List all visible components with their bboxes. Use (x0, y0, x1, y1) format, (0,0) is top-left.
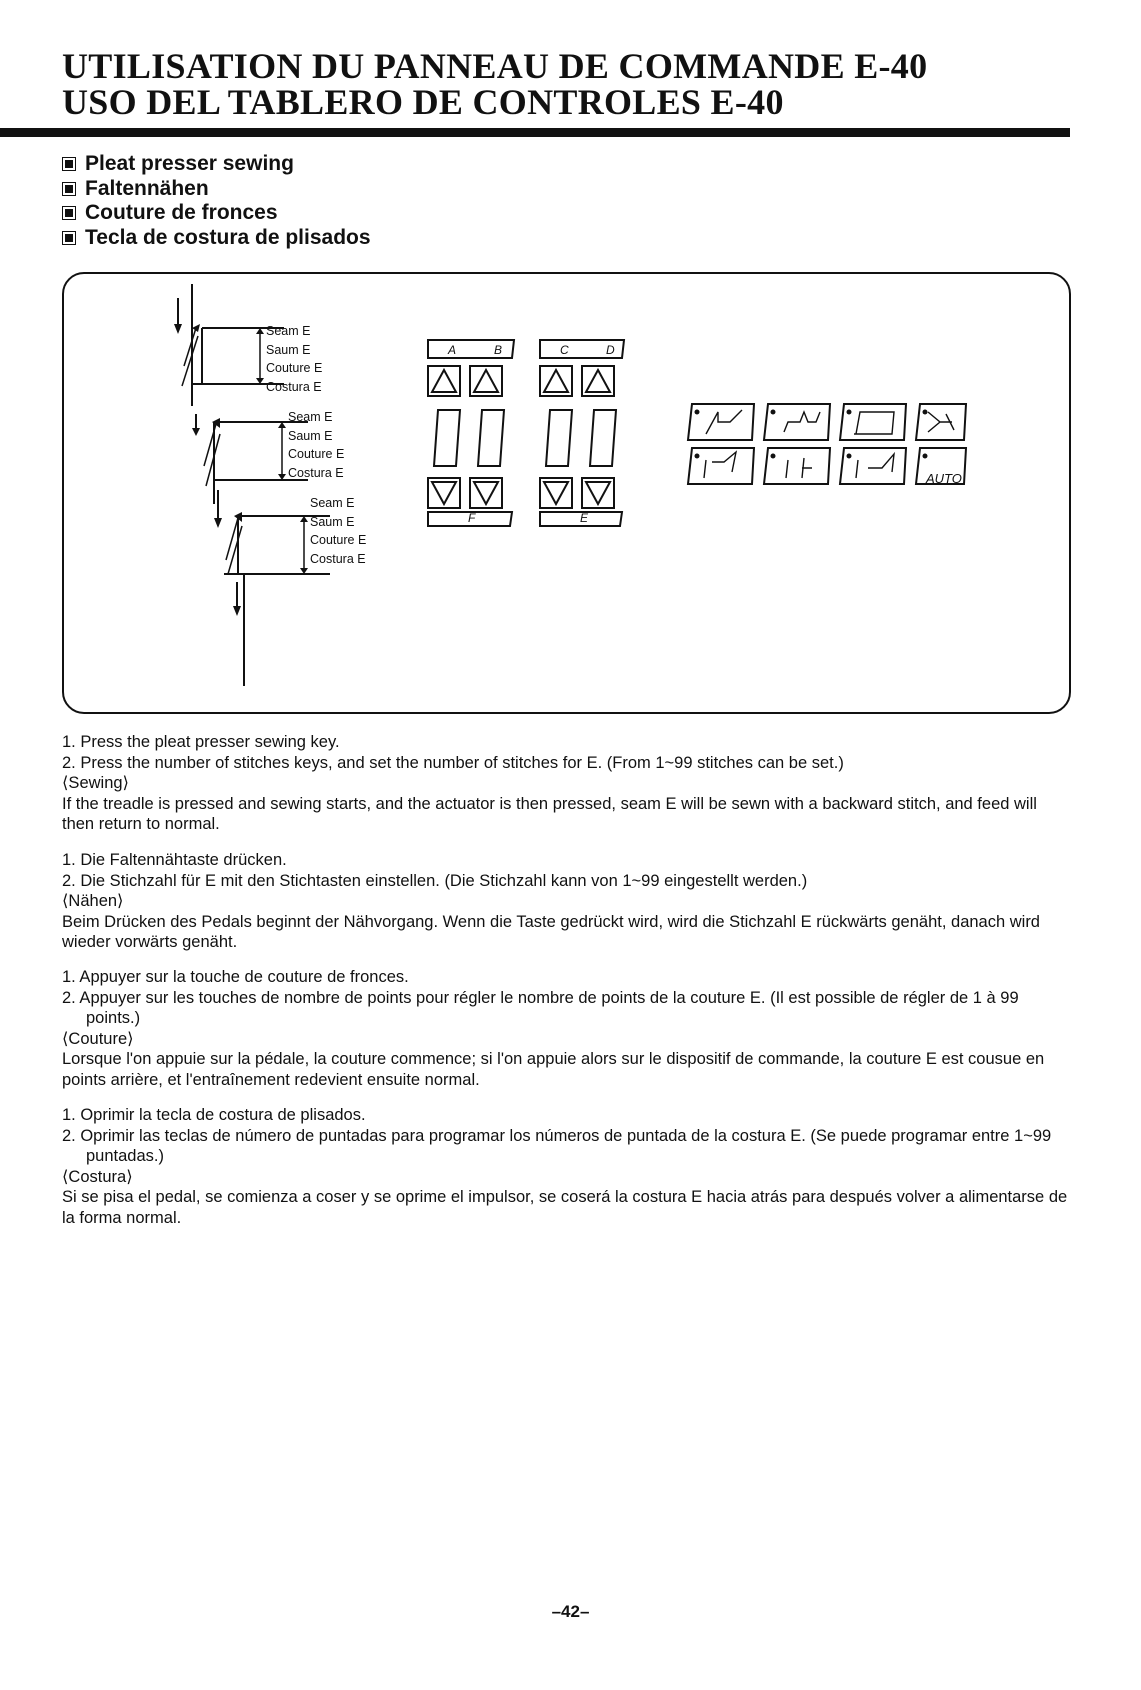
french-step-2: 2. Appuyer sur les touches de nombre de points pour régler le nombre de points de la couture E. (Il est possible de régler de 1 à 99 points.) (62, 988, 1019, 1027)
key-label-e: E (580, 511, 589, 525)
instructions-german (62, 850, 1070, 953)
french-step-1: 1. Appuyer sur la touche de couture de fronces. (62, 968, 409, 986)
stitch-count-display-keys (424, 334, 664, 534)
digit-display-3 (546, 410, 572, 466)
german-body: Beim Drücken des Pedals beginnt der Nähvorgang. Wenn die Taste gedrückt wird, wird die Stichzahl E rückwärts genäht, danach wird wieder vorwärts genäht. (62, 912, 1040, 951)
spanish-step-2: 2. Oprimir las teclas de número de puntadas para programar los números de puntada de la costura E. (Se puede programar entre 1~99 puntadas.) (62, 1126, 1052, 1165)
heading-spanish: Tecla de costura de plisados (62, 226, 371, 251)
digit-display-2 (478, 410, 504, 466)
square-bullet-icon (62, 206, 76, 220)
control-panel-diagram (62, 272, 1071, 714)
seam-label-1: Seam E Saum E Couture E Costura E (266, 324, 323, 394)
stitch-e-key[interactable] (840, 448, 906, 484)
english-section-heading: ⟨Sewing⟩ (62, 774, 129, 792)
instructions-spanish (62, 1105, 1070, 1228)
digit-display-1 (434, 410, 460, 466)
pleat-presser-key[interactable] (764, 448, 830, 484)
title-line-french: UTILISATION DU PANNEAU DE COMMANDE E-40 (62, 46, 928, 86)
german-section-heading: ⟨Nähen⟩ (62, 892, 124, 910)
square-bullet-icon (62, 157, 76, 171)
pleat-seam-path-diagram (64, 274, 384, 710)
title-rule (0, 128, 1070, 137)
french-body: Lorsque l'on appuie sur la pédale, la couture commence; si l'on appuie alors sur le dispositif de commande, la couture E est cousue en points arrière, et l'entraînement redevient ensuite normal. (62, 1050, 1045, 1089)
section-headings (62, 152, 371, 250)
key-label-c: C (560, 343, 569, 357)
page-title (62, 48, 927, 120)
english-step-1: 1. Press the pleat presser sewing key. (62, 733, 340, 751)
german-step-2: 2. Die Stichzahl für E mit den Stichtasten einstellen. (Die Stichzahl kann von 1~99 eingestellt werden.) (62, 871, 808, 890)
key-label-b: B (494, 343, 503, 357)
spanish-section-heading: ⟨Costura⟩ (62, 1167, 133, 1186)
square-bullet-icon (62, 231, 76, 245)
instructions-english (62, 732, 1070, 835)
spanish-body: Si se pisa el pedal, se comienza a coser y se oprime el impulsor, se coserá la costura E hacia atrás para después volver a alimentarse de la forma normal. (62, 1188, 1068, 1227)
title-line-spanish: USO DEL TABLERO DE CONTROLES E-40 (62, 82, 784, 122)
end-backtack-key[interactable] (688, 448, 754, 484)
key-label-a: A (448, 343, 457, 357)
key-label-f: F (468, 511, 476, 525)
seam-label-3: Seam E Saum E Couture E Costura E (310, 496, 367, 566)
heading-german: Faltennähen (62, 177, 371, 202)
heading-french: Couture de fronces (62, 201, 371, 226)
french-section-heading: ⟨Couture⟩ (62, 1029, 134, 1048)
german-step-1: 1. Die Faltennähtaste drücken. (62, 851, 287, 869)
square-bullet-icon (62, 182, 76, 196)
english-body: If the treadle is pressed and sewing starts, and the actuator is then pressed, seam E will be sewn with a backward stitch, and feed will then return to normal. (62, 794, 1037, 833)
digit-display-4 (590, 410, 616, 466)
heading-english: Pleat presser sewing (62, 152, 371, 177)
instructions-french (62, 967, 1070, 1090)
spanish-step-1: 1. Oprimir la tecla de costura de plisados. (62, 1106, 366, 1124)
seam-label-2: Seam E Saum E Couture E Costura E (288, 410, 345, 480)
page-number: –42– (551, 1602, 590, 1621)
english-step-2: 2. Press the number of stitches keys, and set the number of stitches for E. (From 1~99 stitches can be set.) (62, 753, 844, 772)
key-label-d: D (606, 343, 615, 357)
auto-key-label: AUTO (926, 471, 962, 486)
